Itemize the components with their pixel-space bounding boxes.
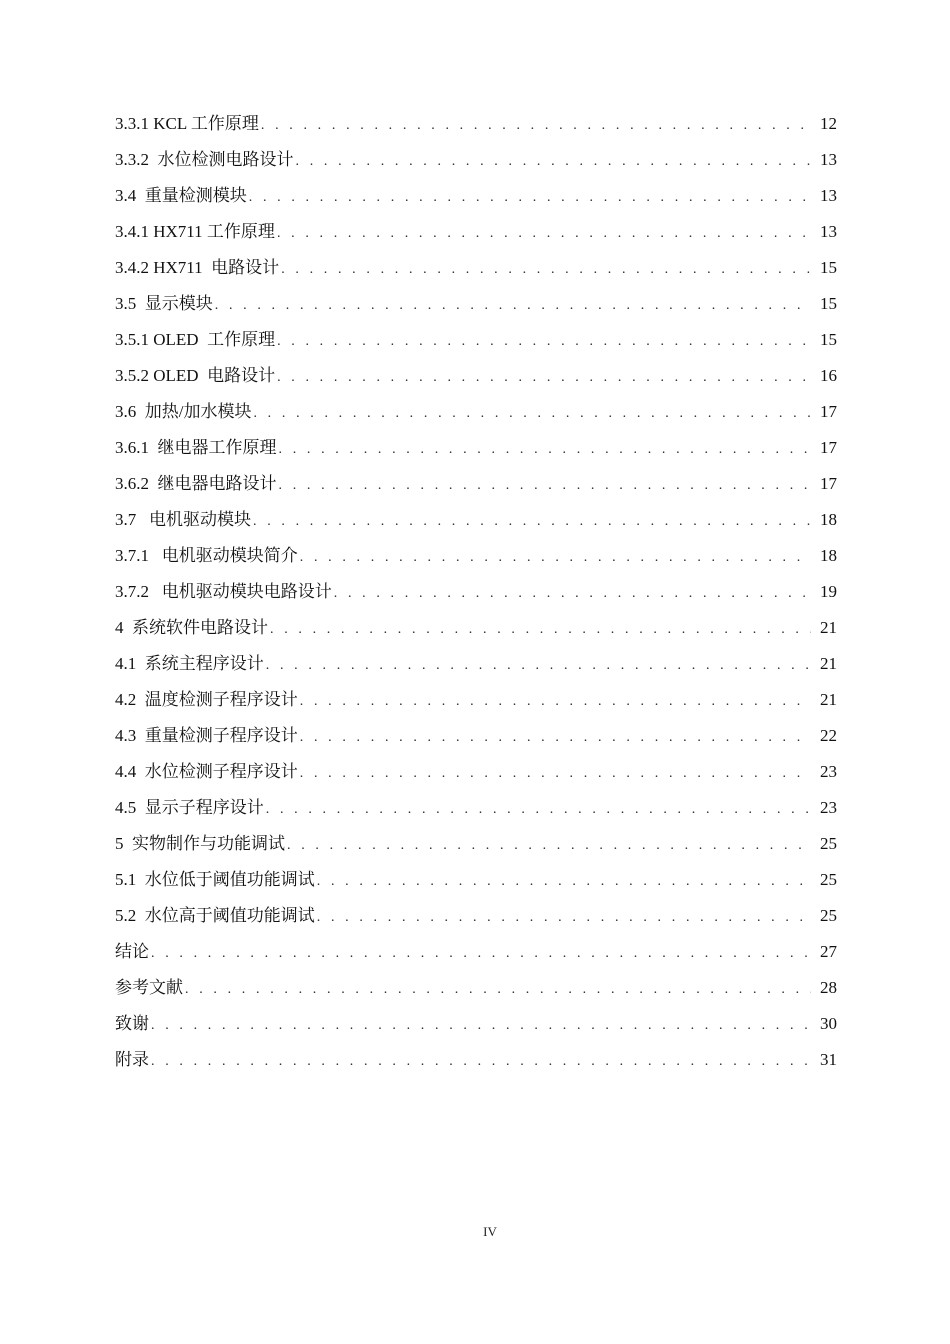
toc-entry-title: 3.4.2 HX711 电路设计 bbox=[115, 258, 280, 277]
toc-leader-dots bbox=[300, 540, 811, 576]
toc-entry-page: 17 bbox=[820, 474, 837, 493]
toc-entry-page: 30 bbox=[820, 1014, 837, 1033]
toc-leader-dots bbox=[185, 972, 811, 1008]
toc-entry-page: 22 bbox=[820, 726, 837, 745]
toc-leader-dots bbox=[277, 324, 811, 360]
toc-entry-page: 17 bbox=[820, 438, 837, 457]
toc-leader-dots bbox=[279, 432, 812, 468]
page-number: IV bbox=[483, 1224, 497, 1239]
toc-entry[interactable] bbox=[115, 718, 837, 754]
toc-entry[interactable] bbox=[115, 394, 837, 430]
toc-entry-page: 16 bbox=[820, 366, 837, 385]
toc-entry-title: 3.4 重量检测模块 bbox=[115, 186, 247, 205]
toc-leader-dots bbox=[151, 1008, 811, 1044]
toc-entry-page: 25 bbox=[820, 906, 837, 925]
toc-entry[interactable] bbox=[115, 286, 837, 322]
toc-entry-title: 3.3.2 水位检测电路设计 bbox=[115, 150, 294, 169]
toc-entry-title: 3.5.1 OLED 工作原理 bbox=[115, 330, 276, 349]
toc-leader-dots bbox=[287, 828, 811, 864]
toc-leader-dots bbox=[279, 468, 812, 504]
toc-entry-page: 15 bbox=[820, 330, 837, 349]
toc-leader-dots bbox=[300, 756, 811, 792]
toc-entry[interactable] bbox=[115, 466, 837, 502]
toc-entry[interactable] bbox=[115, 538, 837, 574]
toc-entry-title: 3.5 显示模块 bbox=[115, 294, 213, 313]
toc-entry-page: 13 bbox=[820, 222, 837, 241]
toc-entry-title: 致谢 bbox=[115, 1014, 149, 1033]
toc-entry[interactable] bbox=[115, 430, 837, 466]
toc-entry[interactable] bbox=[115, 646, 837, 682]
toc-leader-dots bbox=[296, 144, 812, 180]
toc-entry-title: 3.6.1 继电器工作原理 bbox=[115, 438, 277, 457]
toc-entry[interactable] bbox=[115, 322, 837, 358]
toc-entry-title: 3.3.1 KCL 工作原理 bbox=[115, 114, 259, 133]
toc-entry[interactable] bbox=[115, 790, 837, 826]
toc-leader-dots bbox=[266, 648, 811, 684]
toc-entry-title: 5.1 水位低于阈值功能调试 bbox=[115, 870, 315, 889]
toc-entry-title: 参考文献 bbox=[115, 978, 183, 997]
toc-entry-title: 5.2 水位高于阈值功能调试 bbox=[115, 906, 315, 925]
toc-entry-title: 4.1 系统主程序设计 bbox=[115, 654, 264, 673]
toc-entry-page: 23 bbox=[820, 762, 837, 781]
toc-entry[interactable] bbox=[115, 574, 837, 610]
toc-entry-page: 21 bbox=[820, 690, 837, 709]
toc-entry[interactable] bbox=[115, 1042, 837, 1078]
toc-entry[interactable] bbox=[115, 754, 837, 790]
toc-entry[interactable] bbox=[115, 682, 837, 718]
toc-entry-page: 21 bbox=[820, 654, 837, 673]
toc-leader-dots bbox=[151, 1044, 811, 1080]
toc-entry-title: 3.7 电机驱动模块 bbox=[115, 510, 251, 529]
toc-entry-page: 15 bbox=[820, 258, 837, 277]
toc-entry-title: 5 实物制作与功能调试 bbox=[115, 834, 285, 853]
toc-entry-page: 23 bbox=[820, 798, 837, 817]
toc-entry[interactable] bbox=[115, 1006, 837, 1042]
toc-entry-title: 4.2 温度检测子程序设计 bbox=[115, 690, 298, 709]
toc-entry[interactable] bbox=[115, 250, 837, 286]
toc-leader-dots bbox=[249, 180, 811, 216]
toc-entry-title: 3.7.1 电机驱动模块简介 bbox=[115, 546, 298, 565]
toc-leader-dots bbox=[151, 936, 811, 972]
toc-entry[interactable] bbox=[115, 970, 837, 1006]
toc-entry-page: 15 bbox=[820, 294, 837, 313]
toc-entry-page: 12 bbox=[820, 114, 837, 133]
toc-entry-page: 31 bbox=[820, 1050, 837, 1069]
toc-leader-dots bbox=[253, 504, 811, 540]
toc-entry[interactable] bbox=[115, 178, 837, 214]
toc-entry-page: 18 bbox=[820, 510, 837, 529]
toc-entry[interactable] bbox=[115, 934, 837, 970]
toc-leader-dots bbox=[270, 612, 811, 648]
toc-entry-page: 17 bbox=[820, 402, 837, 421]
toc-entry-page: 27 bbox=[820, 942, 837, 961]
toc-leader-dots bbox=[300, 720, 811, 756]
toc-entry[interactable] bbox=[115, 106, 837, 142]
toc-leader-dots bbox=[253, 396, 811, 432]
toc-entry-title: 4.3 重量检测子程序设计 bbox=[115, 726, 298, 745]
toc-entry[interactable] bbox=[115, 826, 837, 862]
toc-entry-title: 4 系统软件电路设计 bbox=[115, 618, 268, 637]
toc-leader-dots bbox=[300, 684, 811, 720]
toc-leader-dots bbox=[281, 252, 811, 288]
toc-entry-page: 19 bbox=[820, 582, 837, 601]
toc-entry[interactable] bbox=[115, 898, 837, 934]
toc-entry-page: 25 bbox=[820, 870, 837, 889]
toc-leader-dots bbox=[261, 108, 811, 144]
toc-entry-title: 3.4.1 HX711 工作原理 bbox=[115, 222, 275, 241]
toc-entry-page: 13 bbox=[820, 186, 837, 205]
toc-leader-dots bbox=[215, 288, 811, 324]
toc-entry[interactable] bbox=[115, 142, 837, 178]
toc-entry-title: 结论 bbox=[115, 942, 149, 961]
toc-entry-title: 3.5.2 OLED 电路设计 bbox=[115, 366, 276, 385]
table-of-contents bbox=[115, 106, 837, 1078]
toc-entry-title: 3.6 加热/加水模块 bbox=[115, 402, 252, 421]
toc-leader-dots bbox=[317, 900, 811, 936]
toc-entry-page: 25 bbox=[820, 834, 837, 853]
toc-entry[interactable] bbox=[115, 502, 837, 538]
toc-leader-dots bbox=[277, 216, 811, 252]
toc-entry-page: 28 bbox=[820, 978, 837, 997]
toc-entry[interactable] bbox=[115, 358, 837, 394]
toc-leader-dots bbox=[334, 576, 811, 612]
toc-entry-page: 13 bbox=[820, 150, 837, 169]
toc-entry-title: 4.4 水位检测子程序设计 bbox=[115, 762, 298, 781]
toc-entry[interactable] bbox=[115, 862, 837, 898]
toc-entry-page: 21 bbox=[820, 618, 837, 637]
toc-entry-page: 18 bbox=[820, 546, 837, 565]
toc-leader-dots bbox=[317, 864, 811, 900]
toc-leader-dots bbox=[277, 360, 811, 396]
toc-entry[interactable] bbox=[115, 214, 837, 250]
toc-entry-title: 附录 bbox=[115, 1050, 149, 1069]
toc-leader-dots bbox=[266, 792, 811, 828]
toc-entry-title: 3.6.2 继电器电路设计 bbox=[115, 474, 277, 493]
toc-entry[interactable] bbox=[115, 610, 837, 646]
toc-entry-title: 4.5 显示子程序设计 bbox=[115, 798, 264, 817]
toc-entry-title: 3.7.2 电机驱动模块电路设计 bbox=[115, 582, 332, 601]
